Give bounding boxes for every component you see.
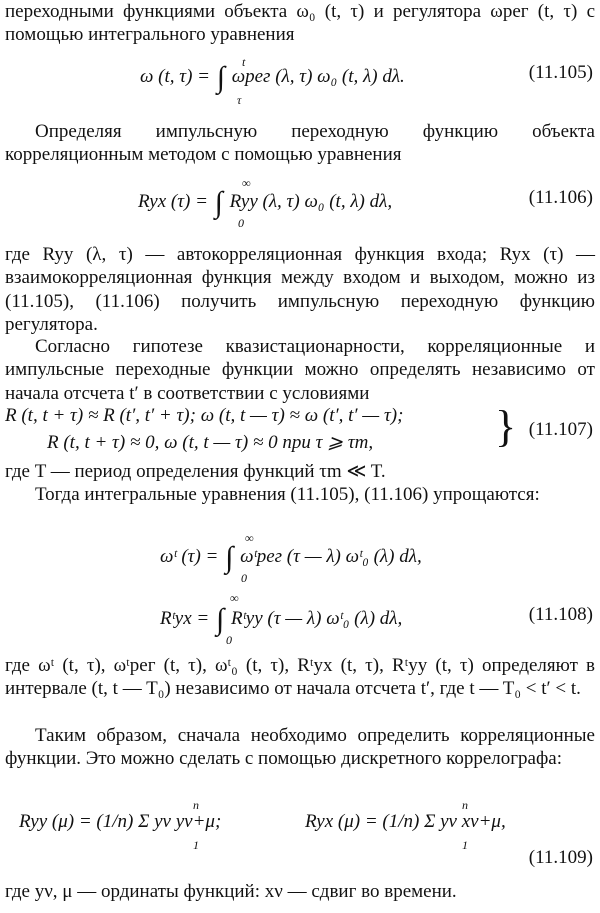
eq108b-lower-limit: 0: [226, 633, 232, 647]
eq108b-lhs: Rᵗyx =: [160, 608, 210, 629]
eq107-line-1: R (t, t + τ) ≈ R (t′, t′ + τ); ω (t, t — τ) ≈ ω (t′, t′ — τ);: [5, 405, 404, 426]
eq109-number: (11.109): [528, 847, 593, 868]
eq105-upper-limit: t: [242, 55, 246, 69]
eq105-lower-limit: τ: [237, 93, 242, 107]
eq107-line-2: R (t, t + τ) ≈ 0, ω (t, t — τ) ≈ 0 при τ ⩾ τm,: [47, 432, 374, 453]
equation-11-105: [5, 55, 595, 107]
equation-11-108b: [5, 591, 595, 647]
integral-sign: ∫: [225, 541, 234, 574]
eq108b-upper-limit: ∞: [230, 591, 239, 605]
eq109-upper-limit-1: n: [193, 798, 199, 812]
eq106-upper-limit: ∞: [242, 176, 251, 190]
eq108a-rhs: ωᵗрег (τ — λ) ωᵗ₀ (λ) dλ,: [240, 546, 422, 567]
paragraph-3: где Ryy (λ, τ) — автокорреляционная функция входа; Ryx (τ) — взаимокорреляционная функция между входом и выходом, можно из (11.105), (11.106) получить импульсную переходную функцию регулятора.: [5, 244, 595, 336]
integral-sign: ∫: [216, 61, 225, 94]
integral-sign: ∫: [216, 603, 225, 636]
paragraph-5: где T — период определения функций τm ≪ T.: [5, 461, 386, 482]
eq109-right: Ryx (μ) = (1/n) Σ yν xν+μ,: [305, 811, 506, 832]
equation-11-106: [5, 176, 595, 230]
paragraph-4: Согласно гипотезе квазистационарности, корреляционные и импульсные переходные функции можно определять независимо от начала отсчета t′ в соответствии с условиями: [5, 336, 595, 404]
paragraph-1: переходными функциями объекта ω₀ (t, τ) и регулятора ωрег (t, τ) с помощью интегрального уравнения: [5, 1, 595, 46]
eq107-number: (11.107): [528, 419, 593, 440]
eq108a-lhs: ωᵗ (τ) =: [160, 546, 219, 567]
eq108a-lower-limit: 0: [241, 571, 247, 585]
paragraph-2: Определяя импульсную переходную функцию объекта корреляционным методом с помощью уравнения: [5, 121, 595, 166]
eq108b-rhs: Rᵗyy (τ — λ) ωᵗ₀ (λ) dλ,: [230, 608, 403, 629]
equation-11-108a: [5, 531, 595, 585]
eq105-lhs: ω (t, τ) =: [140, 66, 210, 87]
eq106-rhs: Ryy (λ, τ) ω₀ (t, λ) dλ,: [229, 191, 393, 212]
eq108a-upper-limit: ∞: [245, 531, 254, 545]
brace-symbol: }: [495, 402, 517, 451]
eq106-number: (11.106): [528, 187, 593, 208]
eq105-rhs: ωрег (λ, τ) ω₀ (t, λ) dλ.: [231, 66, 405, 87]
eq109-left: Ryy (μ) = (1/n) Σ yν yν+μ;: [19, 811, 222, 832]
eq109-lower-limit-1: 1: [193, 838, 199, 852]
eq106-lower-limit: 0: [238, 216, 244, 230]
eq109-upper-limit-2: n: [462, 798, 468, 812]
equation-11-107: [5, 404, 595, 458]
eq106-lhs: Ryx (τ) =: [138, 191, 208, 212]
paragraph-6: Тогда интегральные уравнения (11.105), (11.106) упрощаются:: [35, 484, 540, 505]
integral-sign: ∫: [214, 186, 223, 219]
eq109-lower-limit-2: 1: [462, 838, 468, 852]
eq105-number: (11.105): [528, 62, 593, 83]
eq108b-number: (11.108): [528, 604, 593, 625]
paragraph-9: где yν, μ — ординаты функций: xν — сдвиг во времени.: [5, 881, 457, 902]
equation-11-109: [5, 800, 595, 870]
paragraph-8: Таким образом, сначала необходимо определить корреляционные функции. Это можно сделать с помощью дискретного коррелографа:: [5, 725, 595, 770]
paragraph-7: где ωᵗ (t, τ), ωᵗрег (t, τ), ωᵗ₀ (t, τ), Rᵗyx (t, τ), Rᵗyy (t, τ) определяют в интервале (t, t — T₀) независимо от начала отсчета t′, где t — T₀ < t′ < t.: [5, 655, 595, 700]
